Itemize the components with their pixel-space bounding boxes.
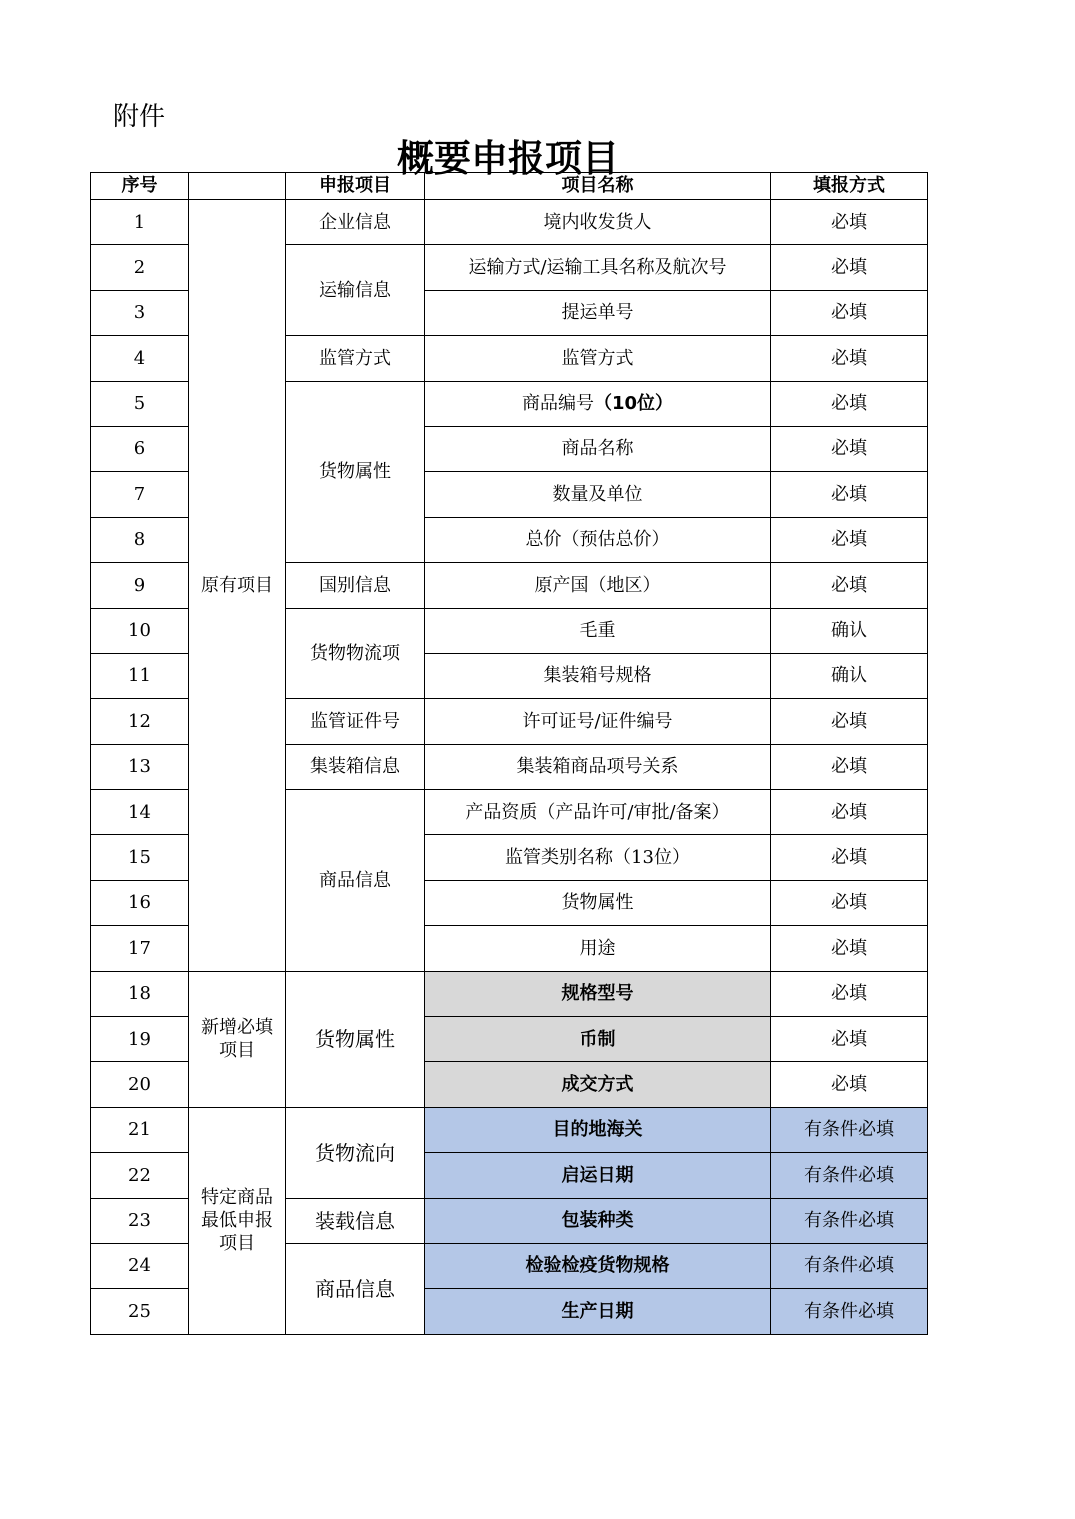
row-name: 数量及单位: [425, 472, 771, 517]
row-mode: 必填: [771, 835, 928, 880]
header-seq: 序号: [91, 173, 189, 200]
row-name: 集装箱号规格: [425, 653, 771, 698]
category-product-info: 商品信息: [286, 790, 425, 972]
category-goods-attributes-new: 货物属性: [286, 971, 425, 1107]
row-seq: 1: [91, 200, 189, 245]
declaration-items-table: [90, 172, 928, 1335]
row-mode: 必填: [771, 200, 928, 245]
row-name: 原产国（地区）: [425, 563, 771, 608]
category-enterprise-info: 企业信息: [286, 200, 425, 245]
row-mode: 必填: [771, 426, 928, 471]
row-seq: 8: [91, 517, 189, 562]
row-name: 用途: [425, 926, 771, 971]
table-row: [91, 1107, 928, 1152]
row-name: 监管类别名称（13位）: [425, 835, 771, 880]
row-seq: 21: [91, 1107, 189, 1152]
row-seq: 22: [91, 1153, 189, 1198]
table-row: [91, 971, 928, 1016]
group-specific-minimum: 特定商品 最低申报 项目: [189, 1107, 286, 1334]
row-name: 监管方式: [425, 336, 771, 381]
row-mode: 必填: [771, 790, 928, 835]
row-seq: 12: [91, 699, 189, 744]
row-mode: 确认: [771, 608, 928, 653]
row-seq: 20: [91, 1062, 189, 1107]
row-name: 检验检疫货物规格: [425, 1243, 771, 1288]
category-goods-flow: 货物流向: [286, 1107, 425, 1198]
row-name: 商品名称: [425, 426, 771, 471]
row-seq: 16: [91, 880, 189, 925]
category-country-info: 国别信息: [286, 563, 425, 608]
row-mode: 必填: [771, 245, 928, 290]
row-seq: 3: [91, 290, 189, 335]
row-seq: 7: [91, 472, 189, 517]
attachment-label: 附件: [113, 102, 166, 132]
header-group: [189, 173, 286, 200]
row-name: 提运单号: [425, 290, 771, 335]
row-mode: 必填: [771, 381, 928, 426]
row-mode: 有条件必填: [771, 1107, 928, 1152]
row-seq: 6: [91, 426, 189, 471]
category-container-info: 集装箱信息: [286, 744, 425, 789]
row-name: [425, 381, 771, 426]
row-seq: 25: [91, 1289, 189, 1334]
row-seq: 14: [91, 790, 189, 835]
row-seq: 17: [91, 926, 189, 971]
row-name: 货物属性: [425, 880, 771, 925]
row-mode: 有条件必填: [771, 1153, 928, 1198]
row-seq: 13: [91, 744, 189, 789]
row-mode: 必填: [771, 699, 928, 744]
group-original: 原有项目: [189, 200, 286, 972]
row-seq: 5: [91, 381, 189, 426]
row-seq: 9: [91, 563, 189, 608]
row-mode: 必填: [771, 472, 928, 517]
row-mode: 必填: [771, 926, 928, 971]
row-name-text: 商品编号: [521, 393, 594, 415]
header-category: 申报项目: [286, 173, 425, 200]
row-seq: 24: [91, 1243, 189, 1288]
row-mode: 必填: [771, 563, 928, 608]
page-title: 概要申报项目: [397, 137, 619, 180]
row-seq: 11: [91, 653, 189, 698]
category-supervision-mode: 监管方式: [286, 336, 425, 381]
row-name: 总价（预估总价）: [425, 517, 771, 562]
group-new-required: 新增必填 项目: [189, 971, 286, 1107]
row-name: 运输方式/运输工具名称及航次号: [425, 245, 771, 290]
category-product-info-specific: 商品信息: [286, 1243, 425, 1334]
row-name: 成交方式: [425, 1062, 771, 1107]
row-name: 包装种类: [425, 1198, 771, 1243]
row-mode: 必填: [771, 744, 928, 789]
header-mode: 填报方式: [771, 173, 928, 200]
row-mode: 必填: [771, 1062, 928, 1107]
row-mode: 必填: [771, 1017, 928, 1062]
row-seq: 2: [91, 245, 189, 290]
row-mode: 必填: [771, 290, 928, 335]
category-goods-logistics: 货物物流项: [286, 608, 425, 699]
row-name: 产品资质（产品许可/审批/备案）: [425, 790, 771, 835]
row-mode: 必填: [771, 880, 928, 925]
row-name: 许可证号/证件编号: [425, 699, 771, 744]
row-mode: 必填: [771, 517, 928, 562]
table-header-row: [91, 173, 928, 200]
row-seq: 19: [91, 1017, 189, 1062]
row-name: 毛重: [425, 608, 771, 653]
row-mode: 确认: [771, 653, 928, 698]
category-goods-attributes: 货物属性: [286, 381, 425, 563]
row-name: 生产日期: [425, 1289, 771, 1334]
row-name: 集装箱商品项号关系: [425, 744, 771, 789]
row-mode: 有条件必填: [771, 1198, 928, 1243]
row-seq: 18: [91, 971, 189, 1016]
row-name-suffix: （10位）: [593, 393, 674, 415]
table-row: [91, 200, 928, 245]
row-seq: 23: [91, 1198, 189, 1243]
category-loading-info: 装载信息: [286, 1198, 425, 1243]
header-name: 项目名称: [425, 173, 771, 200]
category-transport-info: 运输信息: [286, 245, 425, 336]
row-seq: 10: [91, 608, 189, 653]
row-mode: 必填: [771, 336, 928, 381]
row-name: 启运日期: [425, 1153, 771, 1198]
row-name: 规格型号: [425, 971, 771, 1016]
row-mode: 必填: [771, 971, 928, 1016]
row-name: 目的地海关: [425, 1107, 771, 1152]
row-mode: 有条件必填: [771, 1243, 928, 1288]
row-seq: 4: [91, 336, 189, 381]
row-name: 境内收发货人: [425, 200, 771, 245]
row-mode: 有条件必填: [771, 1289, 928, 1334]
category-license-number: 监管证件号: [286, 699, 425, 744]
row-name: 币制: [425, 1017, 771, 1062]
row-seq: 15: [91, 835, 189, 880]
